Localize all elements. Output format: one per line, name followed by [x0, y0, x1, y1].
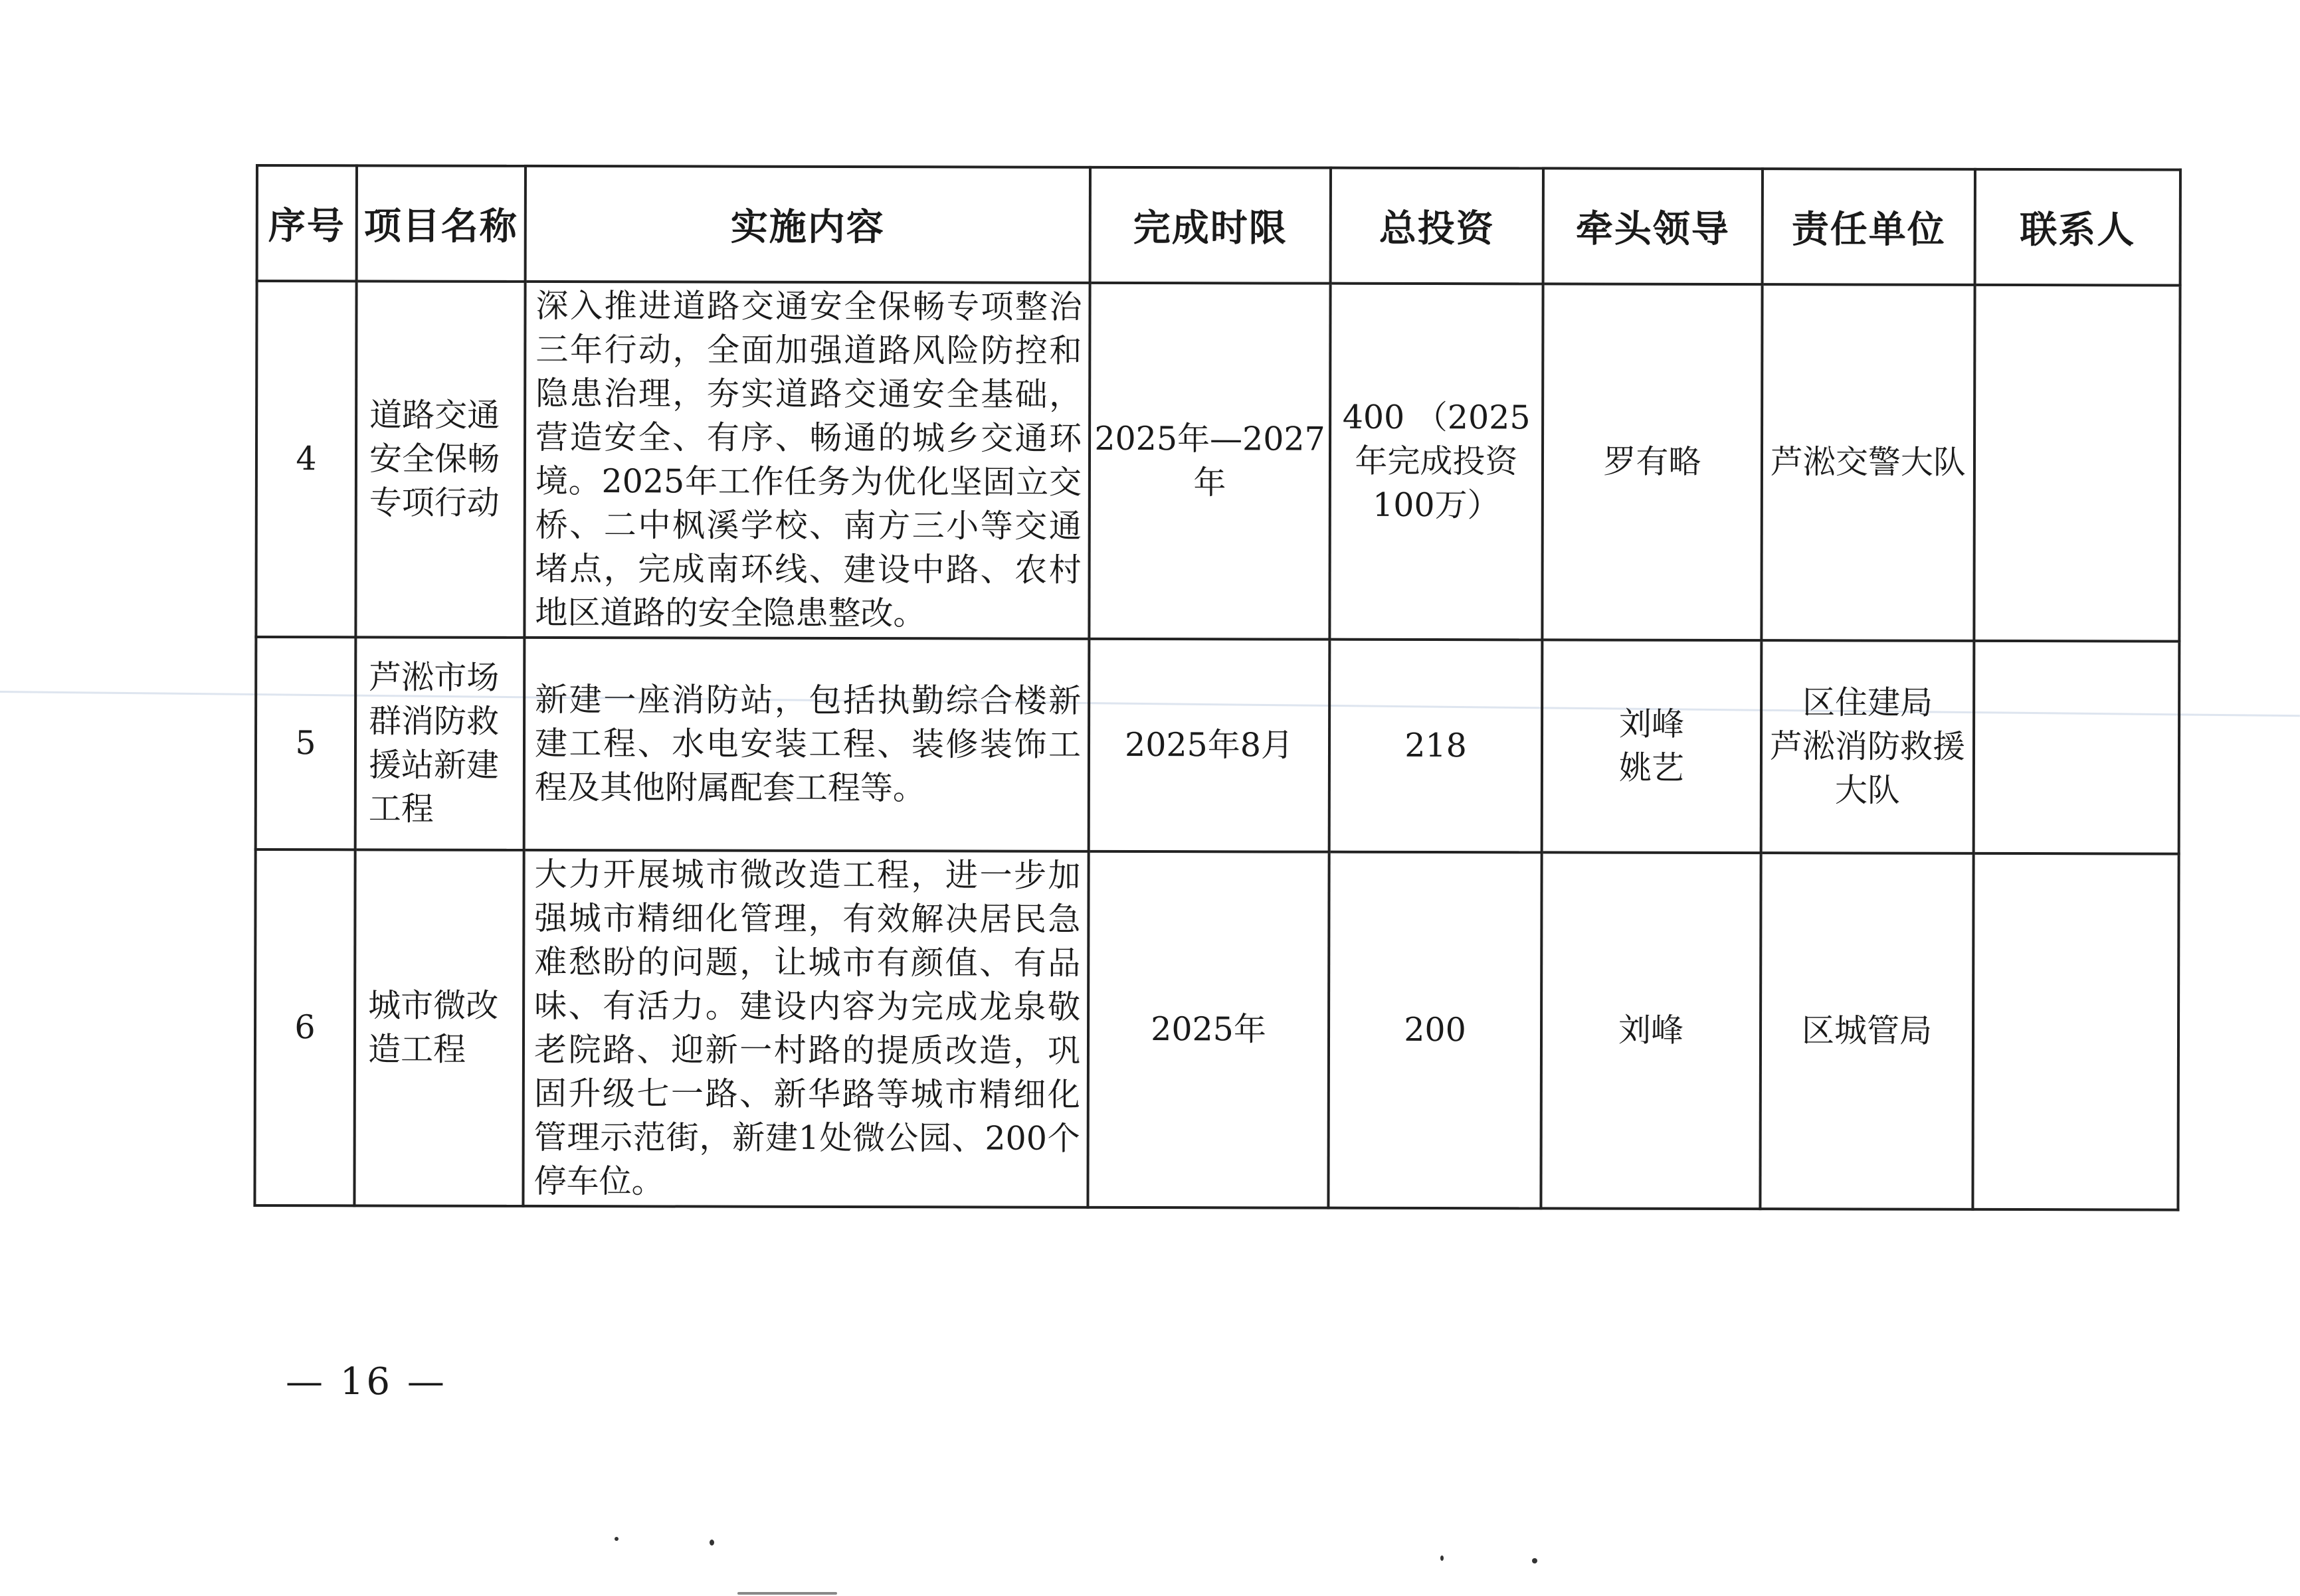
cell-unit [1761, 640, 1974, 853]
cell-seq: 5 [256, 637, 356, 849]
header-unit: 责任单位 [1763, 169, 1975, 285]
header-contact: 联系人 [1975, 169, 2180, 286]
cell-content: 新建一座消防站，包括执勤综合楼新建工程、水电安装工程、装修装饰工程及其他附属配套工程等。 [524, 638, 1090, 851]
scan-speck [1532, 1558, 1537, 1563]
table-row [256, 637, 2180, 854]
cell-unit [1760, 853, 1973, 1209]
cell-deadline: 2025年8月 [1089, 639, 1330, 852]
cell-investment: 218 [1329, 640, 1543, 853]
page-number: — 16 — [286, 1360, 447, 1403]
cell-deadline: 2025年—2027年 [1089, 283, 1330, 640]
project-table [253, 164, 2182, 1211]
cell-unit-text: 芦淞交警大队 [1770, 443, 1966, 482]
cell-contact [1974, 641, 2180, 854]
cell-contact [1974, 285, 2180, 642]
cell-investment: 200 [1328, 852, 1541, 1209]
cell-unit [1761, 284, 1974, 641]
cell-content: 深入推进道路交通安全保畅专项整治三年行动，全面加强道路风险防控和隐患治理，夯实道路交通安全基础，营造安全、有序、畅通的城乡交通环境。2025年工作任务为优化坚固立交桥、二中枫溪学校、南方三小等交通堵点，完成南环线、建设中路、农村地区道路的安全隐患整改。 [524, 282, 1090, 639]
header-deadline: 完成时限 [1090, 167, 1331, 284]
cell-investment: 400 （2025年完成投资100万） [1329, 284, 1543, 640]
header-leader: 牵头领导 [1543, 168, 1763, 284]
header-investment: 总投资 [1331, 168, 1543, 284]
cell-name: 城市微改造工程 [354, 849, 524, 1206]
cell-deadline: 2025年 [1088, 851, 1329, 1208]
cell-leader [1541, 852, 1761, 1209]
cell-leader [1542, 284, 1762, 640]
cell-leader-text: 刘峰 [1618, 1011, 1684, 1049]
scan-speck [1440, 1555, 1444, 1561]
cell-name: 道路交通安全保畅专项行动 [355, 281, 525, 638]
scan-speck [737, 1592, 837, 1595]
cell-name: 芦淞市场群消防救援站新建工程 [355, 637, 525, 850]
cell-leader-text: 罗有略 [1603, 442, 1701, 481]
cell-unit-text: 区城管局 [1801, 1012, 1933, 1050]
cell-leader-text: 刘峰 姚艺 [1618, 705, 1685, 787]
cell-leader [1542, 640, 1762, 853]
scan-speck [710, 1540, 714, 1546]
table-row [256, 281, 2180, 642]
cell-seq: 4 [256, 281, 356, 637]
table-row [254, 849, 2178, 1210]
header-seq: 序号 [257, 165, 357, 281]
header-name: 项目名称 [357, 165, 526, 282]
cell-contact [1972, 853, 2178, 1210]
cell-content: 大力开展城市微改造工程，进一步加强城市精细化管理，有效解决居民急难愁盼的问题，让城市有颜值、有品味、有活力。建设内容为完成龙泉敬老院路、迎新一村路的提质改造，巩固升级七一路、新华路等城市精细化管理示范街，新建1处微公园、200个停车位。 [523, 850, 1088, 1207]
cell-seq: 6 [254, 849, 355, 1205]
table-header-row [257, 165, 2180, 286]
cell-unit-text: 区住建局 芦淞消防救援大队 [1769, 683, 1966, 810]
scan-speck [615, 1537, 619, 1541]
header-content: 实施内容 [526, 166, 1090, 283]
